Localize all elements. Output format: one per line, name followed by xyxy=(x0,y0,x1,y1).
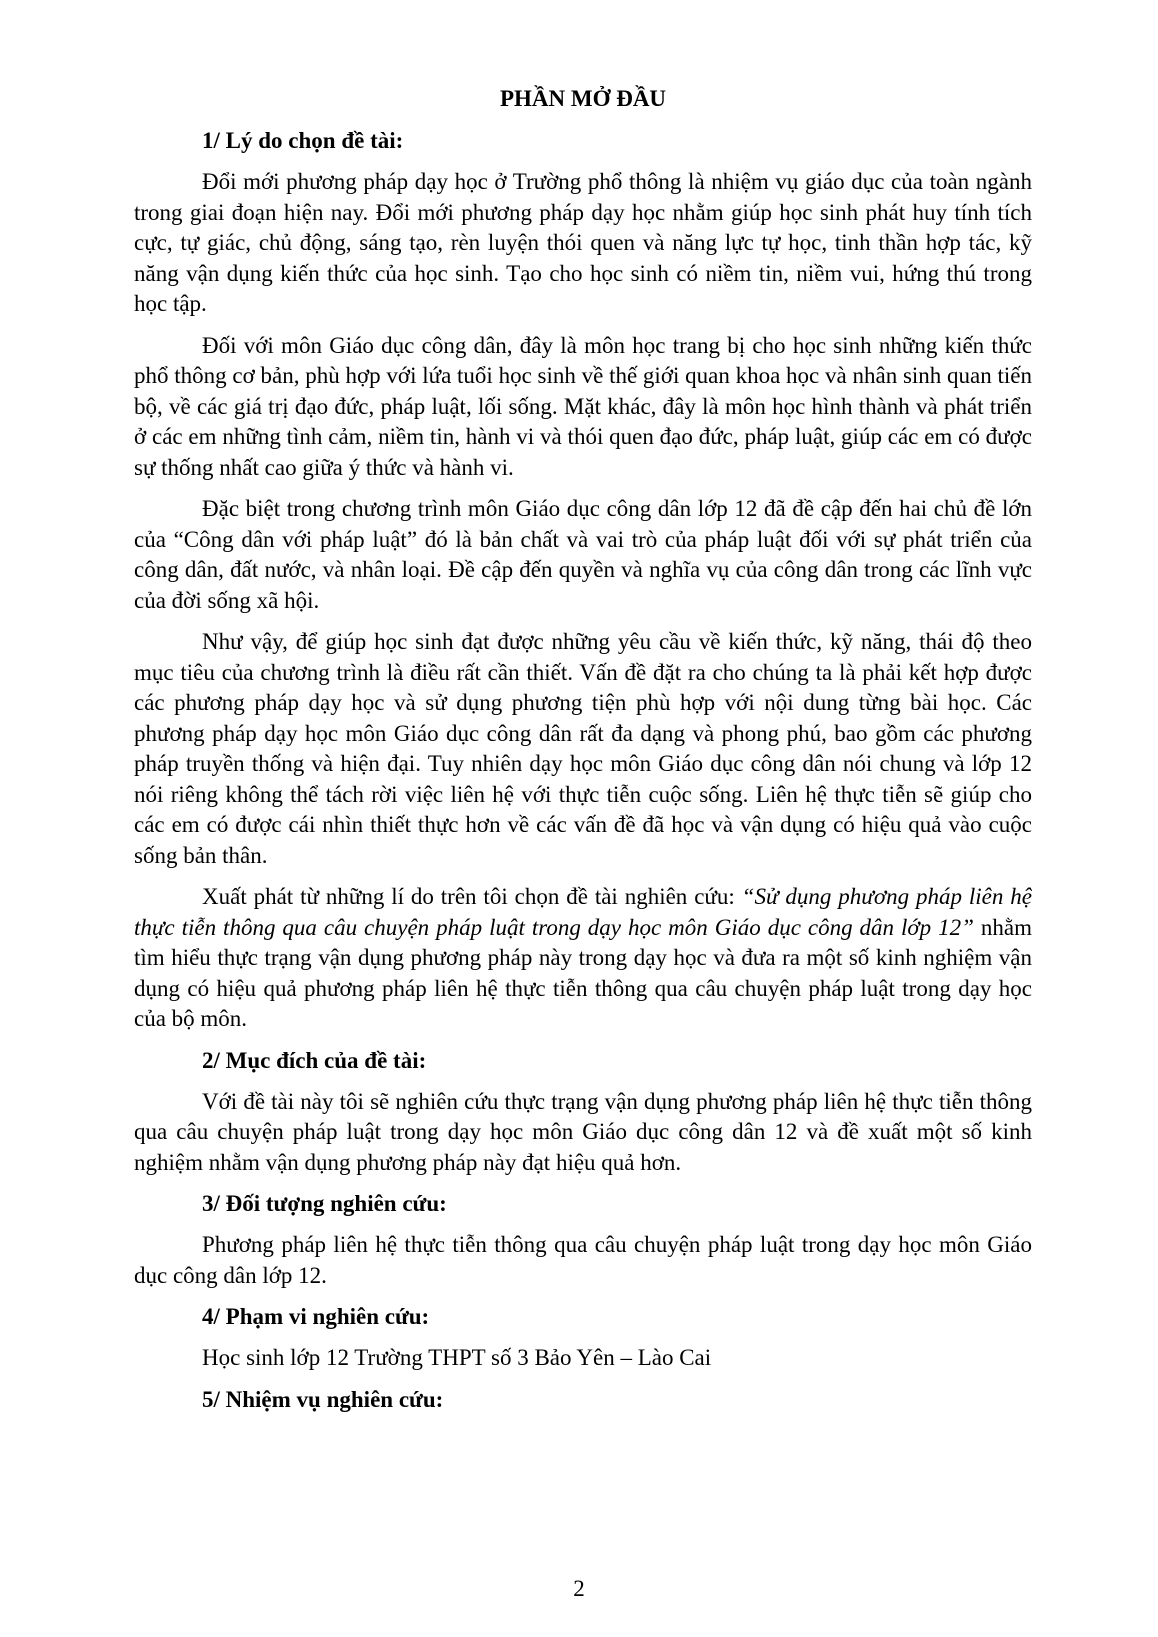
page-number: 2 xyxy=(573,1576,585,1601)
paragraph-reason-2: Đối với môn Giáo dục công dân, đây là môn học trang bị cho học sinh những kiến thức phổ thông cơ bản, phù hợp với lứa tuổi học sinh về thế giới quan khoa học và nhân sinh quan tiến bộ, về các giá trị đạo đức, pháp luật, lối sống. Mặt khác, đây là môn học hình thành và phát triển ở các em những tình cảm, niềm tin, hành vi và thói quen đạo đức, pháp luật, giúp các em có được sự thống nhất cao giữa ý thức và hành vi. xyxy=(134,332,1032,480)
paragraph-reason-closing xyxy=(134,882,1032,1035)
section-heading-tasks: 5/ Nhiệm vụ nghiên cứu: xyxy=(202,1386,444,1412)
section-heading-scope: 4/ Phạm vi nghiên cứu: xyxy=(202,1304,430,1329)
paragraph-purpose: Với đề tài này tôi sẽ nghiên cứu thực trạng vận dụng phương pháp liên hệ thực tiễn thông qua câu chuyện pháp luật trong dạy học môn Giáo dục công dân 12 và đề xuất một số kinh nghiệm nhằm vận dụng phương pháp này đạt hiệu quả hơn. xyxy=(134,1088,1032,1175)
paragraph-reason-1: Đổi mới phương pháp dạy học ở Trường phổ thông là nhiệm vụ giáo dục của toàn ngành trong giai đoạn hiện nay. Đổi mới phương pháp dạy học nhằm giúp học sinh phát huy tính tích cực, tự giác, chủ động, sáng tạo, rèn luyện thói quen và năng lực tự học, tinh thần hợp tác, kỹ năng vận dụng kiến thức của học sinh. Tạo cho học sinh có niềm tin, niềm vui, hứng thú trong học tập. xyxy=(134,169,1032,316)
paragraph-scope: Học sinh lớp 12 Trường THPT số 3 Bảo Yên – Lào Cai xyxy=(202,1345,712,1370)
document-page xyxy=(134,78,1032,1426)
closing-text-after: nhằm tìm hiểu thực trạng vận dụng phương pháp này trong dạy học và đưa ra một số kinh nghiệm vận dụng có hiệu quả phương pháp liên hệ thực tiễn thông qua câu chuyện pháp luật trong dạy học của bộ môn. xyxy=(134,914,1032,1031)
paragraph-reason-3: Đặc biệt trong chương trình môn Giáo dục công dân lớp 12 đã đề cập đến hai chủ đề lớn của “Công dân với pháp luật” đó là bản chất và vai trò của pháp luật đối với sự phát triển của công dân, đất nước, và nhân loại. Đề cập đến quyền và nghĩa vụ của công dân trong các lĩnh vực của đời sống xã hội. xyxy=(134,496,1032,613)
section-heading-reason: 1/ Lý do chọn đề tài: xyxy=(202,128,404,153)
paragraph-subject: Phương pháp liên hệ thực tiễn thông qua câu chuyện pháp luật trong dạy học môn Giáo dục công dân lớp 12. xyxy=(134,1232,1032,1288)
topic-title-italic: “Sử dụng phương pháp liên hệ thực tiễn thông qua câu chuyện pháp luật trong dạy học môn Giáo dục công dân lớp 12” xyxy=(134,884,1032,940)
closing-text-before: Xuất phát từ những lí do trên tôi chọn đề tài nghiên cứu: xyxy=(202,884,742,909)
section-heading-purpose: 2/ Mục đích của đề tài: xyxy=(202,1047,427,1073)
paragraph-reason-4: Như vậy, để giúp học sinh đạt được những yêu cầu về kiến thức, kỹ năng, thái độ theo mục tiêu của chương trình là điều rất cần thiết. Vấn đề đặt ra cho chúng ta là phải kết hợp được các phương pháp dạy học và sử dụng phương tiện phù hợp với nội dung từng bài học. Các phương pháp dạy học môn Giáo dục công dân rất đa dạng và phong phú, bao gồm các phương pháp truyền thống và hiện đại. Tuy nhiên dạy học môn Giáo dục công dân nói chung và lớp 12 nói riêng không thể tách rời việc liên hệ với thực tiễn cuộc sống. Liên hệ thực tiễn sẽ giúp cho các em có được cái nhìn thiết thực hơn về các vấn đề đã học và vận dụng có hiệu quả vào cuộc sống bản thân. xyxy=(134,629,1032,868)
page-title: PHẦN MỞ ĐẦU xyxy=(499,86,667,111)
section-heading-subject: 3/ Đối tượng nghiên cứu: xyxy=(202,1191,447,1216)
